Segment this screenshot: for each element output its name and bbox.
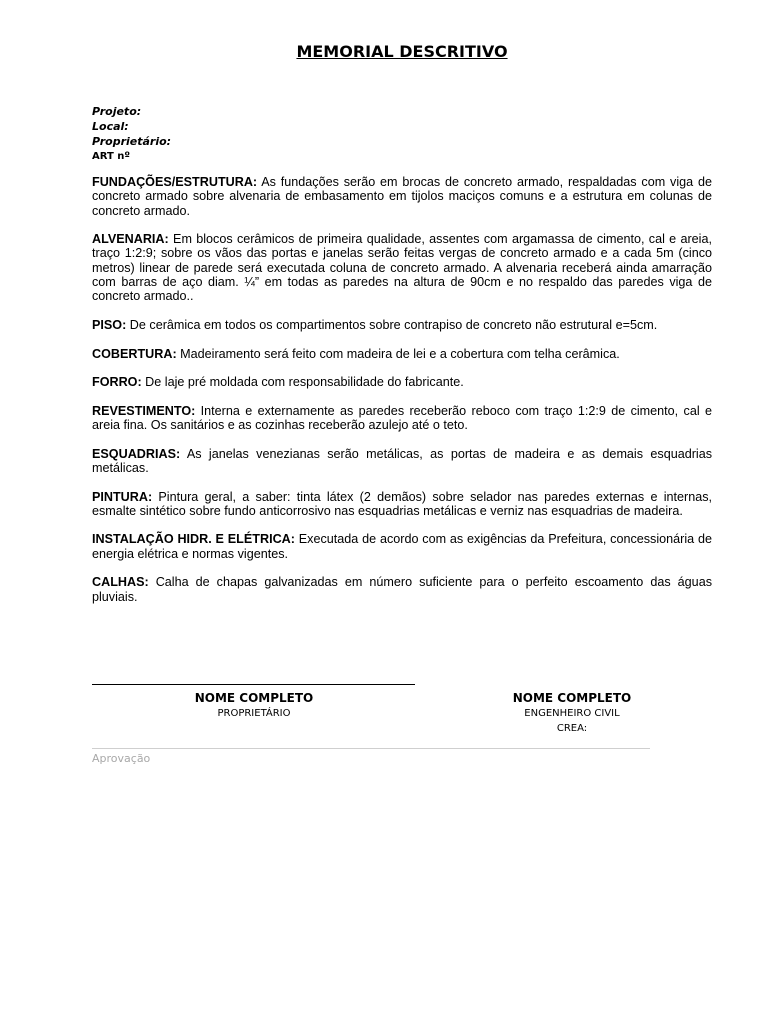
- section-fundacoes: [92, 175, 712, 218]
- section-heading: CALHAS:: [92, 575, 149, 590]
- section-heading: INSTALAÇÃO HIDR. E ELÉTRICA:: [92, 532, 295, 547]
- section-cobertura: [92, 347, 712, 361]
- engineer-name: NOME COMPLETO: [512, 691, 632, 705]
- section-text: Interna e externamente as paredes receberão reboco com traço 1:2:9 de cimento, cal e areia fina. Os sanitários e as cozinhas receberão azulejo até o teto.: [92, 403, 712, 433]
- section-text: As janelas venezianas serão metálicas, as portas de madeira e as demais esquadrias metálicas.: [92, 446, 712, 475]
- section-text: De cerâmica em todos os compartimentos sobre contrapiso de concreto não estrutural e=5cm.: [126, 317, 658, 332]
- engineer-role: ENGENHEIRO CIVIL: [524, 708, 620, 719]
- section-instalacao: [92, 532, 712, 561]
- section-heading: ALVENARIA:: [92, 232, 169, 247]
- section-heading: PISO:: [92, 317, 127, 332]
- engineer-signature-block: [452, 690, 692, 736]
- specification-body: [92, 175, 712, 618]
- section-alvenaria: [92, 232, 712, 303]
- section-text: Madeiramento será feito com madeira de lei e a cobertura com telha cerâmica.: [176, 346, 620, 361]
- section-text: Em blocos cerâmicos de primeira qualidade, assentes com argamassa de cimento, cal e areia, traço 1:2:9; sobre os vãos das portas e janelas serão feitas vergas de concreto armado e a cada 5m (cinco metros) linear de parede será executada coluna de concreto armado. A alvenaria receberá ainda amarração com barras de aço diam. ¼” em todas as paredes na altura de 90cm e no respaldo das paredes viga de concreto armado..: [92, 232, 712, 304]
- art-label: ART nº: [92, 151, 131, 162]
- section-text: As fundações serão em brocas de concreto armado, respaldadas com viga de concreto armado sobre alvenaria de embasamento em tijolos maciços comuns e a estrutura em colunas de concreto armado.: [92, 175, 712, 218]
- approval-label: Aprovação: [92, 752, 151, 765]
- owner-label: Proprietário: [92, 135, 167, 148]
- section-pintura: [92, 490, 712, 519]
- location-label: Local: [92, 120, 125, 133]
- section-piso: [92, 318, 712, 332]
- section-esquadrias: [92, 447, 712, 476]
- section-text: Pintura geral, a saber: tinta látex (2 demãos) sobre selador nas paredes externas e internas, esmalte sintético sobre fundo anticorrosivo nas esquadrias metálicas e verniz nas esquadrias de madeira.: [92, 489, 712, 518]
- document-title: MEMORIAL DESCRITIVO: [296, 42, 508, 61]
- section-revestimento: [92, 404, 712, 433]
- section-text: Executada de acordo com as exigências da Prefeitura, concessionária de energia elétrica e normas vigentes.: [92, 532, 712, 561]
- owner-role: PROPRIETÁRIO: [217, 708, 291, 719]
- section-heading: REVESTIMENTO:: [92, 403, 196, 418]
- owner-signature-block: [134, 690, 374, 721]
- colon: :: [166, 135, 172, 148]
- section-heading: PINTURA:: [92, 489, 153, 504]
- section-text: Calha de chapas galvanizadas em número suficiente para o perfeito escoamento das águas pluviais.: [92, 575, 712, 604]
- section-heading: COBERTURA:: [92, 346, 177, 361]
- project-info: [92, 104, 171, 164]
- crea-label: CREA:: [556, 723, 588, 734]
- owner-line: [92, 134, 171, 149]
- section-heading: ESQUADRIAS:: [92, 446, 181, 461]
- section-calhas: [92, 575, 712, 604]
- section-text: De laje pré moldada com responsabilidade do fabricante.: [141, 375, 464, 390]
- signature-line: [92, 684, 415, 685]
- owner-name: NOME COMPLETO: [194, 691, 314, 705]
- project-line: [92, 104, 171, 119]
- project-label: Projeto: [92, 105, 137, 118]
- section-forro: [92, 375, 712, 389]
- section-heading: FUNDAÇÕES/ESTRUTURA:: [92, 175, 258, 189]
- colon: :: [124, 120, 129, 133]
- approval-divider: [92, 748, 650, 749]
- section-heading: FORRO:: [92, 375, 142, 390]
- colon: :: [136, 105, 142, 118]
- location-line: [92, 119, 171, 134]
